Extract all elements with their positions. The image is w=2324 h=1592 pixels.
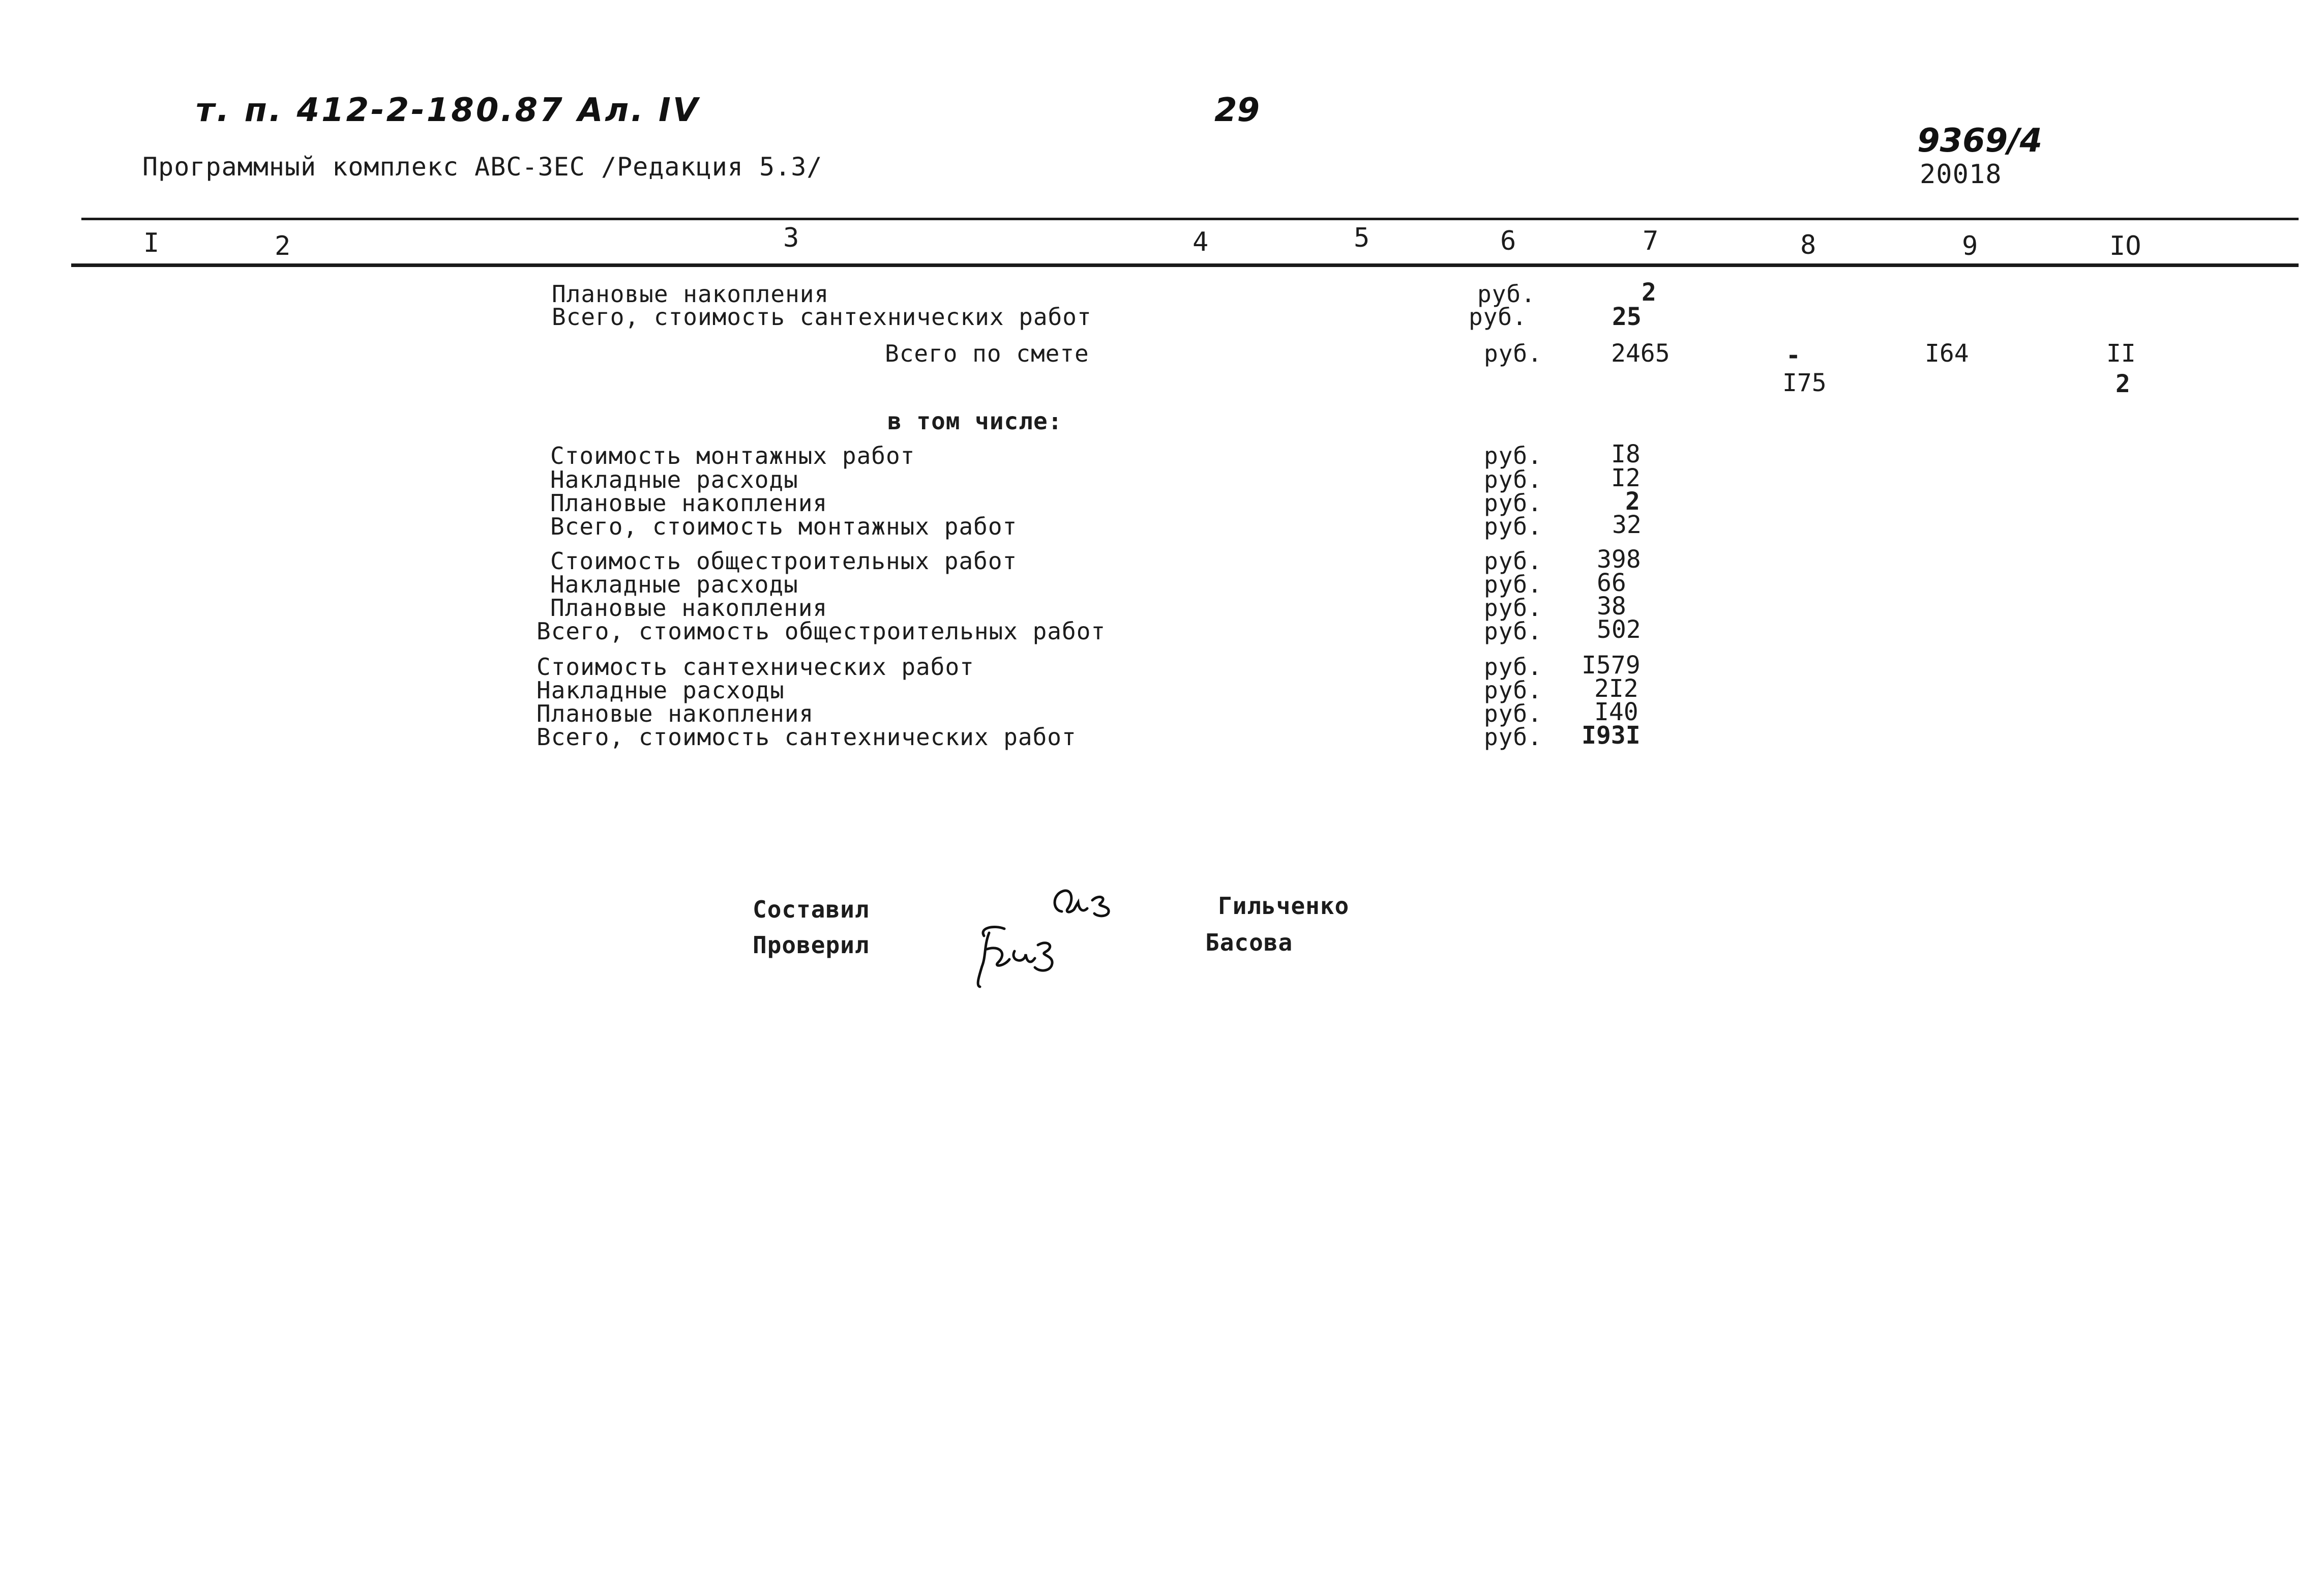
row-label: Стоимость монтажных работ: [550, 442, 915, 469]
row-value: I579: [1582, 651, 1641, 680]
row-value: 66: [1597, 569, 1626, 597]
header-top-rule: [81, 218, 2299, 220]
row-value: 502: [1597, 615, 1641, 644]
row-label: Всего, стоимость сантехнических работ: [537, 723, 1077, 751]
row-label: Накладные расходы: [537, 676, 785, 704]
row-unit: руб.: [1469, 303, 1527, 331]
column-number: 8: [1800, 230, 1816, 260]
compiled-name: Гильченко: [1218, 892, 1350, 920]
row-unit: руб.: [1484, 653, 1542, 681]
row-label: Стоимость сантехнических работ: [537, 653, 974, 681]
document-number: 9369/4: [1917, 122, 2043, 160]
project-code: т. п. 412-2-180.87 Ал. IV: [196, 92, 700, 129]
row-label: Плановые накопления: [537, 700, 814, 727]
row-label: Плановые накопления: [552, 280, 829, 308]
row-label: Всего, стоимость сантехнических работ: [552, 303, 1092, 331]
row-unit: руб.: [1484, 723, 1542, 751]
row-value: 32: [1612, 511, 1642, 539]
row-unit: руб.: [1477, 280, 1536, 308]
column-number: 5: [1354, 223, 1370, 253]
row-unit: руб.: [1484, 489, 1542, 517]
column-number: 4: [1193, 227, 1209, 257]
row-value: I93I: [1582, 721, 1641, 750]
header-bottom-rule: [71, 263, 2299, 267]
compiled-label: Составил: [753, 896, 870, 923]
column-number: 7: [1643, 226, 1659, 256]
row-value: 2I2: [1594, 674, 1638, 703]
row-value: 398: [1597, 545, 1641, 574]
row-label: Стоимость общестроительных работ: [550, 547, 1018, 575]
row-label: Накладные расходы: [550, 466, 798, 493]
column-number: IO: [2109, 231, 2141, 261]
row-value: 2: [1625, 487, 1640, 516]
row-value: I2: [1611, 464, 1641, 492]
row-label: Всего, стоимость монтажных работ: [550, 513, 1018, 540]
row-unit: руб.: [1484, 594, 1542, 622]
total-col8-dash: -: [1786, 341, 1801, 370]
row-unit: руб.: [1484, 442, 1542, 469]
total-col10-value-2: 2: [2116, 370, 2130, 398]
total-col10-value: II: [2106, 339, 2136, 368]
row-unit: руб.: [1484, 617, 1542, 645]
column-number: 6: [1500, 226, 1516, 256]
row-value: I8: [1611, 440, 1641, 468]
column-number: 3: [783, 223, 799, 253]
checked-label: Проверил: [753, 931, 870, 959]
row-value: I40: [1594, 698, 1638, 726]
row-value: 2: [1642, 278, 1656, 307]
row-value: 38: [1597, 592, 1626, 621]
signature-checked-icon: [969, 916, 1060, 992]
row-label: Плановые накопления: [550, 594, 828, 622]
row-unit: руб.: [1484, 466, 1542, 493]
column-number: I: [143, 228, 160, 258]
row-value: 25: [1612, 303, 1642, 331]
total-value: 2465: [1611, 339, 1670, 368]
program-title: Программный комплекс АВС-3ЕС /Редакция 5.3/: [142, 152, 823, 182]
page-number: 29: [1214, 92, 1260, 129]
row-unit: руб.: [1484, 676, 1542, 704]
including-label: в том числе:: [887, 407, 1063, 435]
column-number: 2: [275, 231, 291, 261]
row-unit: руб.: [1484, 547, 1542, 575]
row-label: Всего, стоимость общестроительных работ: [537, 617, 1106, 645]
total-unit: руб.: [1484, 340, 1542, 367]
checked-name: Басова: [1205, 929, 1293, 956]
row-label: Плановые накопления: [550, 489, 828, 517]
row-unit: руб.: [1484, 513, 1542, 540]
row-unit: руб.: [1484, 700, 1542, 727]
total-col8-value: I75: [1782, 369, 1827, 397]
total-col9-value: I64: [1925, 339, 1969, 368]
total-label: Всего по смете: [885, 340, 1089, 367]
column-number: 9: [1962, 231, 1978, 261]
row-label: Накладные расходы: [550, 571, 798, 598]
inventory-number: 20018: [1920, 159, 2002, 190]
row-unit: руб.: [1484, 571, 1542, 598]
